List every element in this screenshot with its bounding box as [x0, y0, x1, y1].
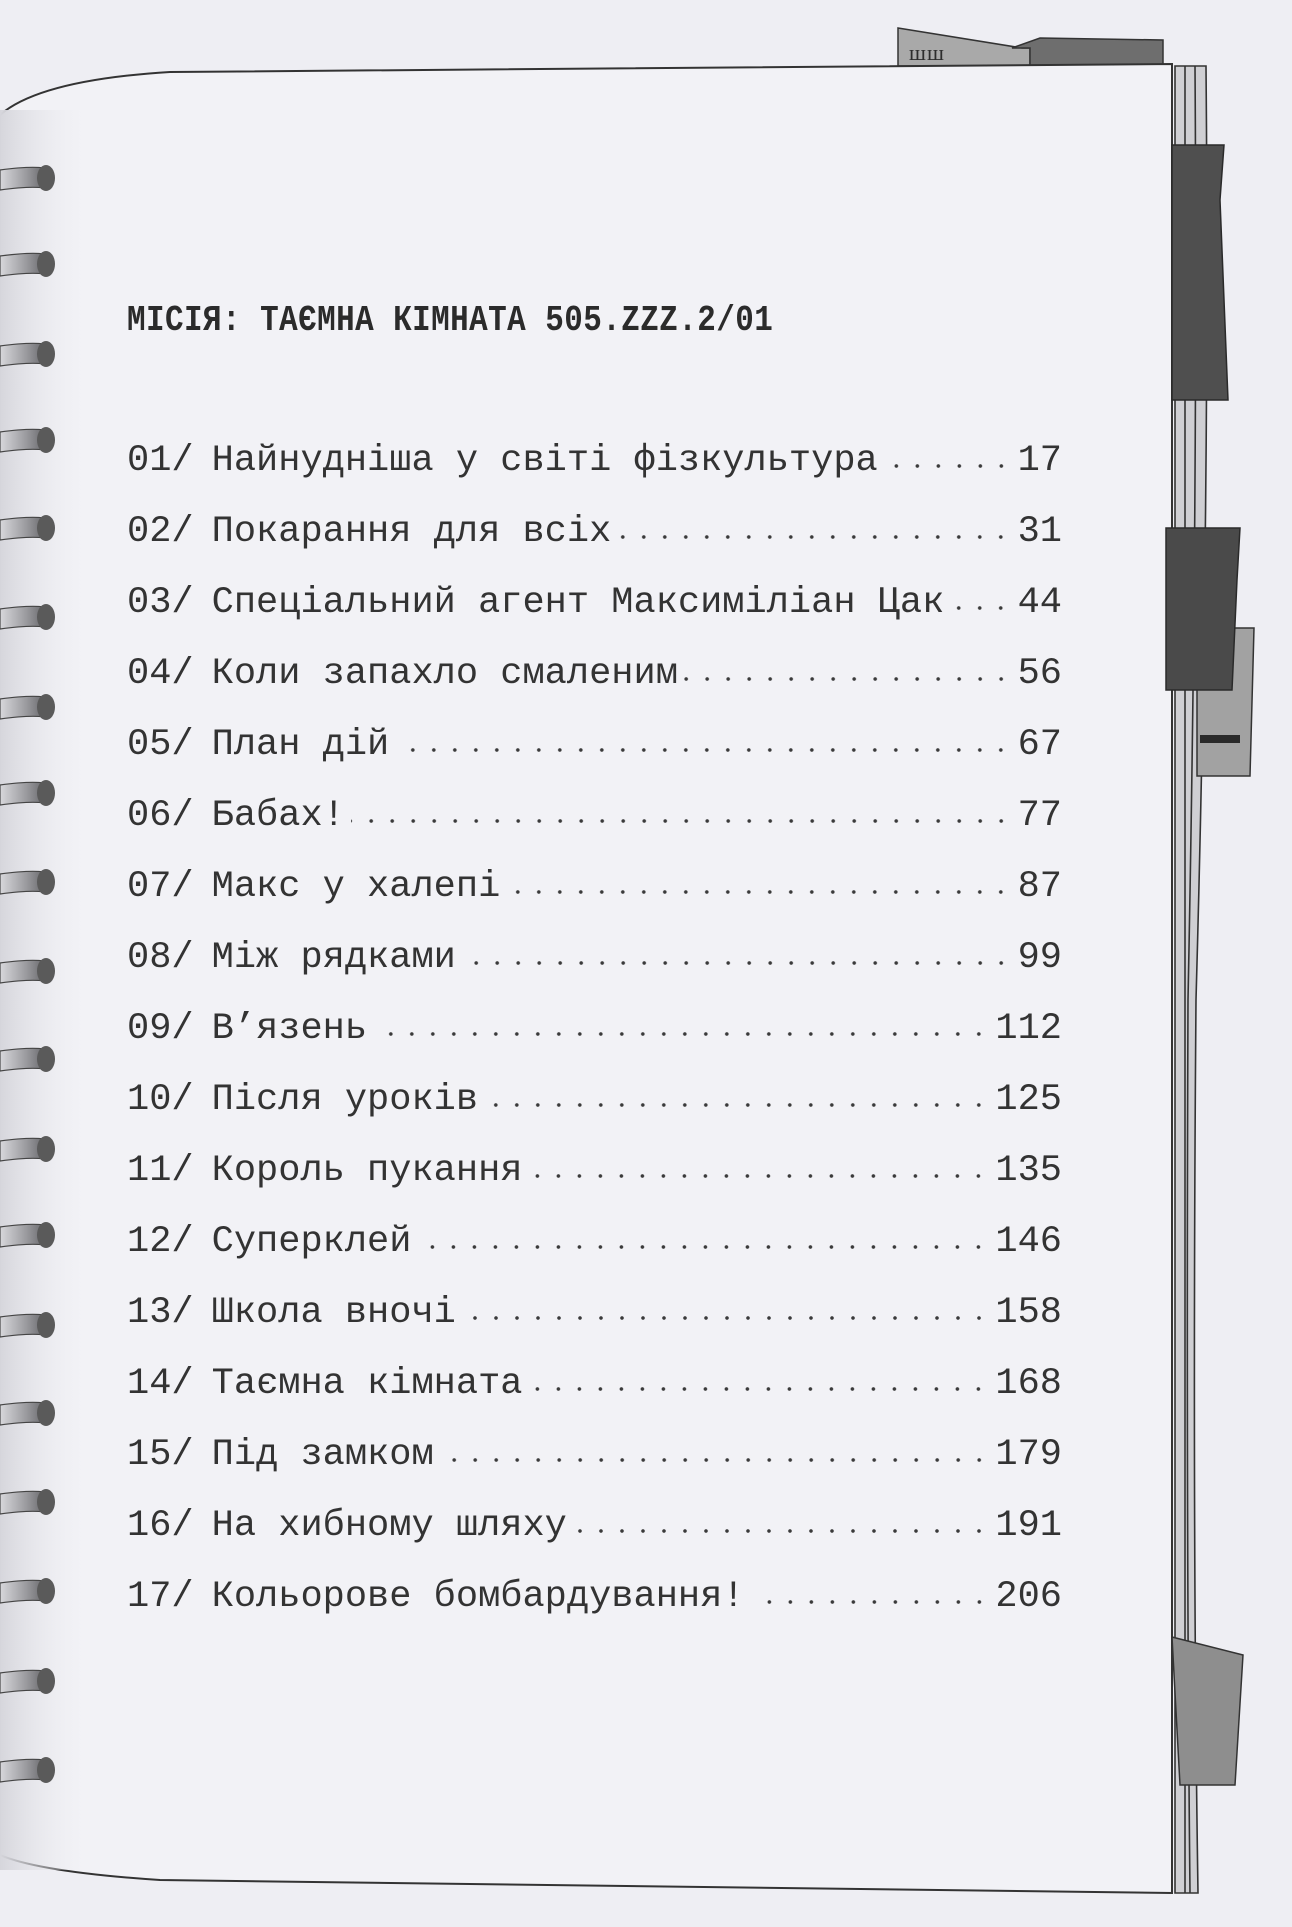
page-number: 125 [995, 1079, 1062, 1121]
page-number: 168 [995, 1363, 1062, 1405]
chapter-number: 11/ [127, 1150, 194, 1192]
chapter-title: Бабах! [211, 795, 345, 837]
toc-entry [127, 1434, 1062, 1505]
side-tab-dark-upper [1172, 145, 1228, 400]
toc-entry [127, 1363, 1062, 1434]
toc-entry [127, 1576, 1062, 1647]
page-number: 158 [995, 1292, 1062, 1334]
chapter-title: Макс у халепі [211, 866, 501, 908]
dot-leader [440, 1458, 990, 1462]
toc-entry [127, 653, 1062, 724]
dot-leader [617, 535, 1011, 539]
chapter-number: 01/ [127, 440, 194, 482]
toc-entry [127, 795, 1062, 866]
toc-entry [127, 724, 1062, 795]
chapter-title: Таємна кімната [211, 1363, 523, 1405]
toc-entry [127, 511, 1062, 582]
page-number: 191 [995, 1505, 1062, 1547]
chapter-title: Король пукання [211, 1150, 523, 1192]
page-number: 87 [1017, 866, 1062, 908]
page-number: 31 [1017, 511, 1062, 553]
chapter-title: Після уроків [211, 1079, 479, 1121]
dot-leader [573, 1529, 989, 1533]
chapter-number: 13/ [127, 1292, 194, 1334]
chapter-number: 12/ [127, 1221, 194, 1263]
page-number: 135 [995, 1150, 1062, 1192]
chapter-number: 17/ [127, 1576, 194, 1618]
dot-leader [528, 1174, 989, 1178]
toc-entry [127, 1079, 1062, 1150]
dot-leader [884, 464, 1012, 468]
chapter-number: 09/ [127, 1008, 194, 1050]
chapter-number: 16/ [127, 1505, 194, 1547]
toc-entry [127, 1505, 1062, 1576]
dot-leader [684, 677, 1012, 681]
page-number: 146 [995, 1221, 1062, 1263]
chapter-title: Кольорове бомбардування! [211, 1576, 745, 1618]
chapter-number: 10/ [127, 1079, 194, 1121]
dot-leader [528, 1387, 989, 1391]
side-tab-grey-lower [1172, 1637, 1243, 1785]
dot-leader [462, 961, 1012, 965]
mission-title: МІСІЯ: ТАЄМНА КІМНАТА 505.ZZZ.2/01 [127, 300, 774, 341]
toc-entry [127, 582, 1062, 653]
chapter-number: 07/ [127, 866, 194, 908]
dot-leader [373, 1032, 989, 1036]
chapter-title: Коли запахло смаленим [211, 653, 678, 695]
page-number: 179 [995, 1434, 1062, 1476]
chapter-number: 03/ [127, 582, 194, 624]
page-number: 67 [1017, 724, 1062, 766]
page-number: 206 [995, 1576, 1062, 1618]
chapter-number: 06/ [127, 795, 194, 837]
top-tab-label: шш [909, 40, 945, 65]
toc-entry [127, 866, 1062, 937]
page-number: 17 [1017, 440, 1062, 482]
chapter-title: Школа вночі [211, 1292, 456, 1334]
dot-leader [395, 748, 1011, 752]
chapter-title: План дій [211, 724, 390, 766]
page-number: 99 [1017, 937, 1062, 979]
dot-leader [950, 606, 1011, 610]
chapter-title: На хибному шляху [211, 1505, 567, 1547]
chapter-number: 05/ [127, 724, 194, 766]
chapter-title: Спеціальний агент Максиміліан Цак [211, 582, 945, 624]
chapter-title: Найнудніша у світі фізкультура [211, 440, 878, 482]
page-number: 44 [1017, 582, 1062, 624]
toc-entry [127, 937, 1062, 1008]
page-number: 56 [1017, 653, 1062, 695]
chapter-number: 02/ [127, 511, 194, 553]
toc-entry [127, 1008, 1062, 1079]
dot-leader [351, 819, 1012, 823]
chapter-number: 08/ [127, 937, 194, 979]
chapter-title: Покарання для всіх [211, 511, 612, 553]
page-number: 77 [1017, 795, 1062, 837]
chapter-number: 14/ [127, 1363, 194, 1405]
dot-leader [506, 890, 1011, 894]
toc-entry [127, 1221, 1062, 1292]
dot-leader [417, 1245, 989, 1249]
dot-leader [484, 1103, 989, 1107]
dot-leader [462, 1316, 990, 1320]
side-tab-dark-middle [1166, 528, 1240, 690]
dot-leader [751, 1600, 990, 1604]
toc-entry [127, 440, 1062, 511]
chapter-number: 04/ [127, 653, 194, 695]
chapter-title: Між рядками [211, 937, 456, 979]
chapter-title: В’язень [211, 1008, 368, 1050]
chapter-title: Суперклей [211, 1221, 412, 1263]
table-of-contents [127, 440, 1062, 1647]
chapter-title: Під замком [211, 1434, 434, 1476]
toc-entry [127, 1292, 1062, 1363]
chapter-number: 15/ [127, 1434, 194, 1476]
page-number: 112 [995, 1008, 1062, 1050]
toc-entry [127, 1150, 1062, 1221]
